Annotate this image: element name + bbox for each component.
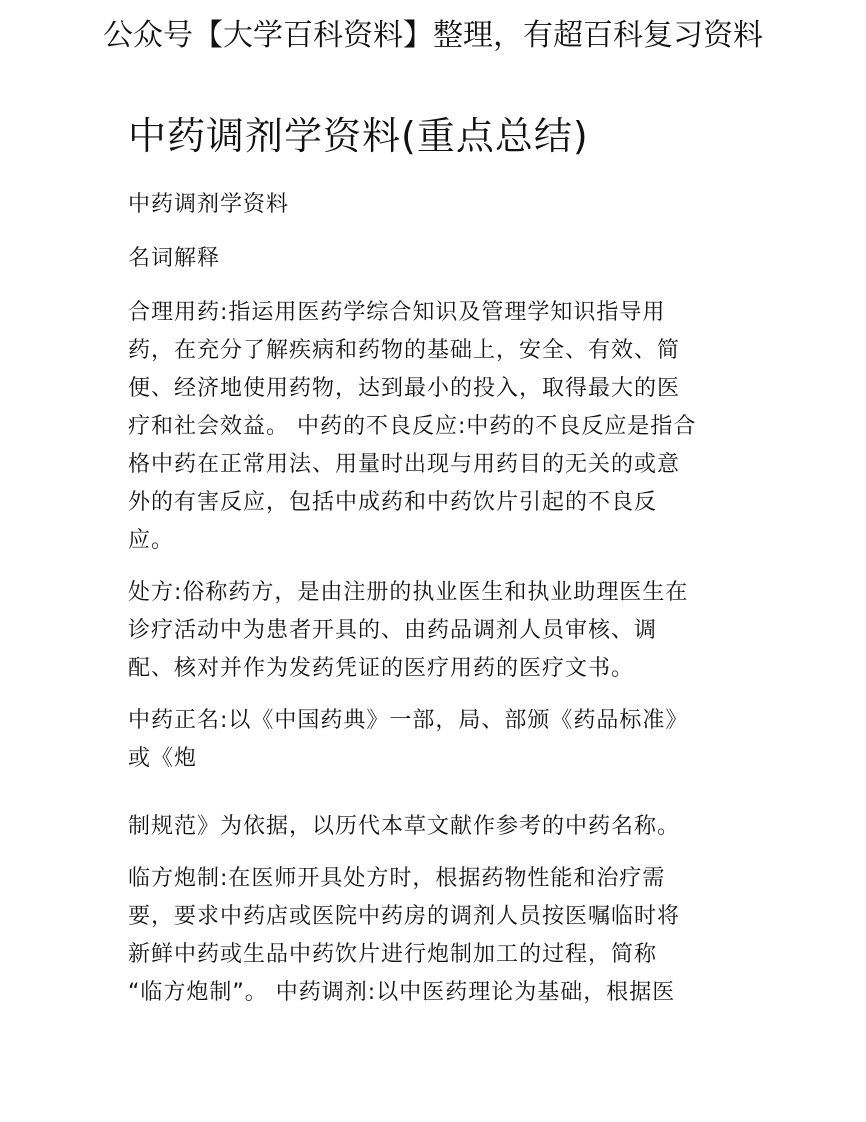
text-line: 配、核对并作为发药凭证的医疗用药的医疗文书。 [128,656,635,681]
text-line: 中药正名:以《中国药典》一部，局、部颁《药品标准》 [128,708,689,733]
text-line: 制规范》为依据，以历代本草文献作参考的中药名称。 [128,814,681,839]
paragraph-official-name-continued [128,808,748,846]
document-subtitle: 中药调剂学资料 [128,192,290,217]
watermark-banner: 公众号【大学百科资料】整理，有超百科复习资料 [103,18,763,53]
text-line: 诊疗活动中为患者开具的、由药品调剂人员审核、调 [128,618,658,643]
text-line: 疗和社会效益。 中药的不良反应:中药的不良反应是指合 [128,414,697,439]
text-line: 格中药在正常用法、用量时出现与用药目的无关的或意 [128,452,681,477]
text-line: 便、经济地使用药物，达到最小的投入，取得最大的医 [128,376,681,401]
paragraph-official-name [128,702,748,778]
text-line: 外的有害反应，包括中成药和中药饮片引起的不良反 [128,490,658,515]
text-line: 处方:俗称药方，是由注册的执业医生和执业助理医生在 [128,580,689,605]
text-line: 临方炮制:在医师开具处方时，根据药物性能和治疗需 [128,866,666,891]
text-line: “临方炮制”。 中药调剂:以中医药理论为基础，根据医 [128,980,676,1005]
section-heading: 名词解释 [128,246,221,271]
text-line: 或《炮 [128,746,198,771]
text-line: 应。 [128,528,175,553]
paragraph-prescription [128,574,748,688]
text-line: 药，在充分了解疾病和药物的基础上，安全、有效、简 [128,338,681,363]
paragraph-on-demand-processing [128,860,748,1012]
paragraph-rational-drug-use [128,294,748,560]
text-line: 合理用药:指运用医药学综合知识及管理学知识指导用 [128,300,666,325]
text-line: 新鲜中药或生品中药饮片进行炮制加工的过程，简称 [128,942,658,967]
document-page [128,110,748,1026]
document-title: 中药调剂学资料(重点总结) [128,114,589,158]
text-line: 要，要求中药店或医院中药房的调剂人员按医嘱临时将 [128,904,681,929]
